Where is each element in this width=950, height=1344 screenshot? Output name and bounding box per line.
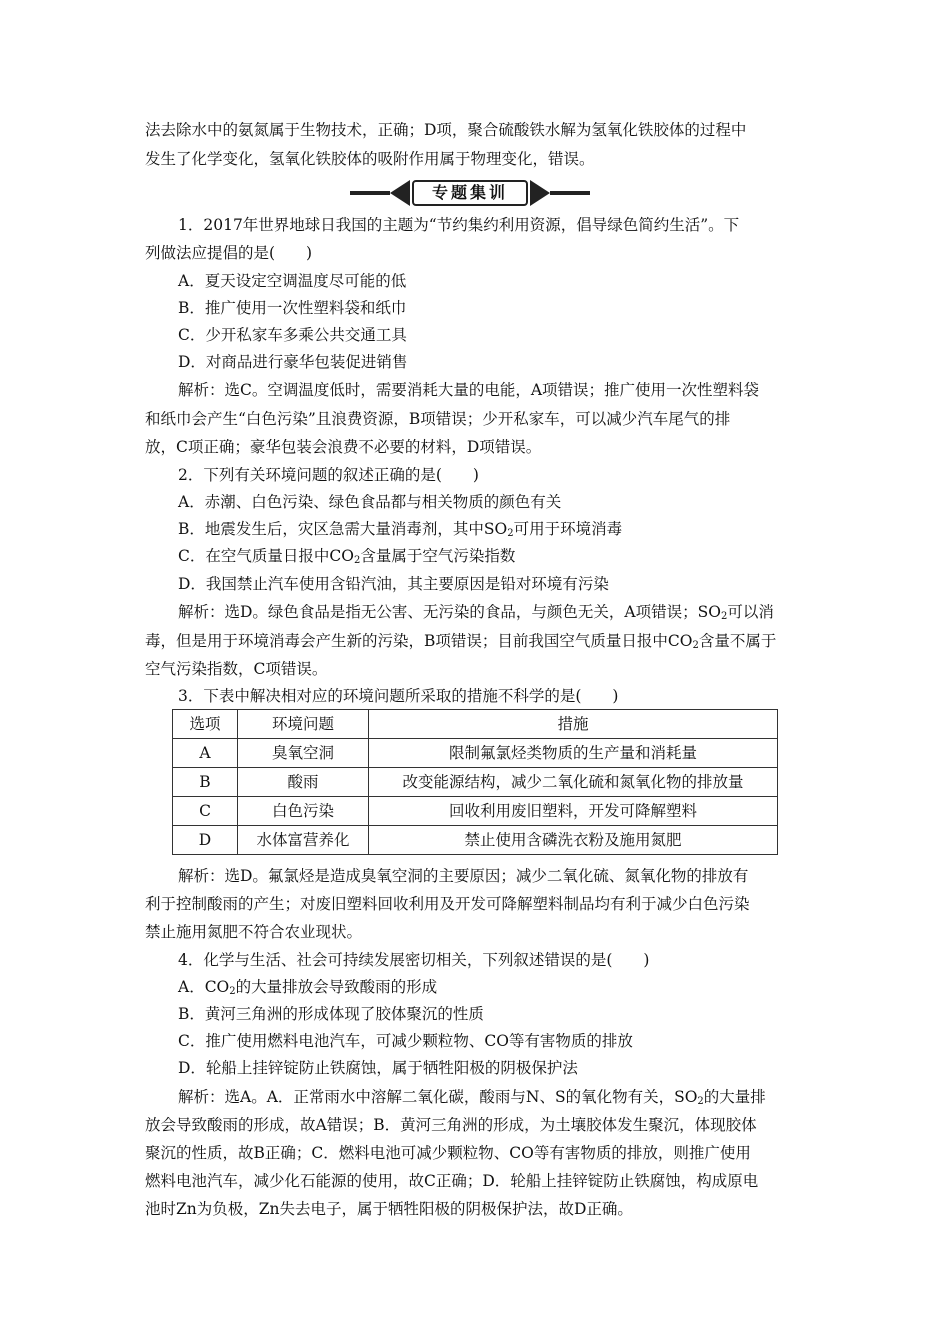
table-header-cell: 选项 (173, 710, 238, 739)
q3-answer-line-2: 利于控制酸雨的产生；对废旧塑料回收利用及开发可降解塑料制品均有利于减少白色污染 (145, 895, 750, 913)
q2-stem: 2．下列有关环境问题的叙述正确的是( ) (178, 466, 479, 484)
table-header-cell: 环境问题 (238, 710, 369, 739)
q1-answer-line-2: 和纸巾会产生“白色污染”且浪费资源，B项错误；少开私家车，可以减少汽车尾气的排 (145, 410, 731, 428)
q4-answer-line-5: 池时Zn为负极，Zn失去电子，属于牺牲阳极的阴极保护法，故D正确。 (145, 1200, 633, 1218)
q2-option-b: B．地震发生后，灾区急需大量消毒剂，其中$SO_2$可用于环境消毒 (178, 520, 623, 539)
q4-option-d: D．轮船上挂锌锭防止铁腐蚀，属于牺牲阳极的阴极保护法 (178, 1059, 578, 1077)
table-row (173, 797, 778, 826)
banner-left-bar (350, 191, 390, 195)
q4-option-b: B．黄河三角洲的形成体现了胶体聚沉的性质 (178, 1005, 484, 1023)
q4-answer-line-4: 燃料电池汽车，减少化石能源的使用，故C正确；D．轮船上挂锌锭防止铁腐蚀，构成原电 (145, 1172, 759, 1190)
table-row (173, 739, 778, 768)
q2-option-d: D．我国禁止汽车使用含铅汽油，其主要原因是铅对环境有污染 (178, 575, 609, 593)
table-cell: 水体富营养化 (238, 826, 369, 855)
q1-option-c: C．少开私家车多乘公共交通工具 (178, 326, 407, 344)
table-cell: 禁止使用含磷洗衣粉及施用氮肥 (369, 826, 778, 855)
table-cell: 回收利用废旧塑料，开发可降解塑料 (369, 797, 778, 826)
banner-left-arrow (390, 180, 410, 206)
table-cell: A (173, 739, 238, 768)
q1-option-a: A．夏天设定空调温度尽可能的低 (178, 272, 407, 290)
table-row (173, 768, 778, 797)
q4-option-a: A．$CO_2$的大量排放会导致酸雨的形成 (178, 978, 438, 997)
table-cell: C (173, 797, 238, 826)
q4-option-c: C．推广使用燃料电池汽车，可减少颗粒物、CO等有害物质的排放 (178, 1032, 633, 1050)
q1-stem-line-1: 1．2017年世界地球日我国的主题为“节约集约利用资源，倡导绿色简约生活”。下 (178, 216, 740, 234)
q2-option-a: A．赤潮、白色污染、绿色食品都与相关物质的颜色有关 (178, 493, 562, 511)
table-header-row (173, 710, 778, 739)
q4-answer-line-3: 聚沉的性质，故B正确；C．燃料电池可减少颗粒物、CO等有害物质的排放，则推广使用 (145, 1144, 751, 1162)
table-row (173, 826, 778, 855)
table-cell: B (173, 768, 238, 797)
banner-right-arrow (530, 180, 550, 206)
table-cell: D (173, 826, 238, 855)
q4-stem: 4．化学与生活、社会可持续发展密切相关，下列叙述错误的是( ) (178, 951, 650, 969)
q3-stem: 3．下表中解决相对应的环境问题所采取的措施不科学的是( ) (178, 687, 619, 705)
banner-right-bar (550, 191, 590, 195)
table-cell: 限制氟氯烃类物质的生产量和消耗量 (369, 739, 778, 768)
q2-answer-line-1: 解析：选D。绿色食品是指无公害、无污染的食品，与颜色无关，A项错误；$SO_2$可以消 (178, 603, 774, 622)
q1-answer-line-3: 放，C项正确；豪华包装会浪费不必要的材料，D项错误。 (145, 438, 542, 456)
table-header-cell: 措施 (369, 710, 778, 739)
q1-option-d: D．对商品进行豪华包装促进销售 (178, 353, 408, 371)
q1-stem-line-2: 列做法应提倡的是( ) (145, 244, 313, 262)
q2-answer-line-2: 毒，但是用于环境消毒会产生新的污染，B项错误；目前我国空气质量日报中$CO_2$含量不属于 (145, 632, 777, 651)
q1-option-b: B．推广使用一次性塑料袋和纸巾 (178, 299, 407, 317)
intro-line-2: 发生了化学变化，氢氧化铁胶体的吸附作用属于物理变化，错误。 (145, 150, 595, 168)
q3-answer-line-1: 解析：选D。氟氯烃是造成臭氧空洞的主要原因；减少二氧化硫、氮氧化物的排放有 (178, 867, 749, 885)
intro-line-1: 法去除水中的氨氮属于生物技术，正确；D项，聚合硫酸铁水解为氢氧化铁胶体的过程中 (145, 121, 747, 139)
q2-option-c: C．在空气质量日报中$CO_2$含量属于空气污染指数 (178, 547, 516, 566)
banner-title: 专题集训 (412, 180, 528, 206)
measures-table (172, 709, 778, 855)
q2-answer-line-3: 空气污染指数，C项错误。 (145, 660, 328, 678)
table-cell: 改变能源结构，减少二氧化硫和氮氧化物的排放量 (369, 768, 778, 797)
section-banner (350, 180, 590, 206)
table-cell: 白色污染 (238, 797, 369, 826)
q4-answer-line-1: 解析：选A。A．正常雨水中溶解二氧化碳，酸雨与N、S的氧化物有关，$SO_2$的大量排 (178, 1088, 766, 1107)
table-cell: 酸雨 (238, 768, 369, 797)
q3-answer-line-3: 禁止施用氮肥不符合农业现状。 (145, 923, 363, 941)
q4-answer-line-2: 放会导致酸雨的形成，故A错误；B．黄河三角洲的形成，为土壤胶体发生聚沉，体现胶体 (145, 1116, 757, 1134)
table-cell: 臭氧空洞 (238, 739, 369, 768)
q1-answer-line-1: 解析：选C。空调温度低时，需要消耗大量的电能，A项错误；推广使用一次性塑料袋 (178, 381, 760, 399)
